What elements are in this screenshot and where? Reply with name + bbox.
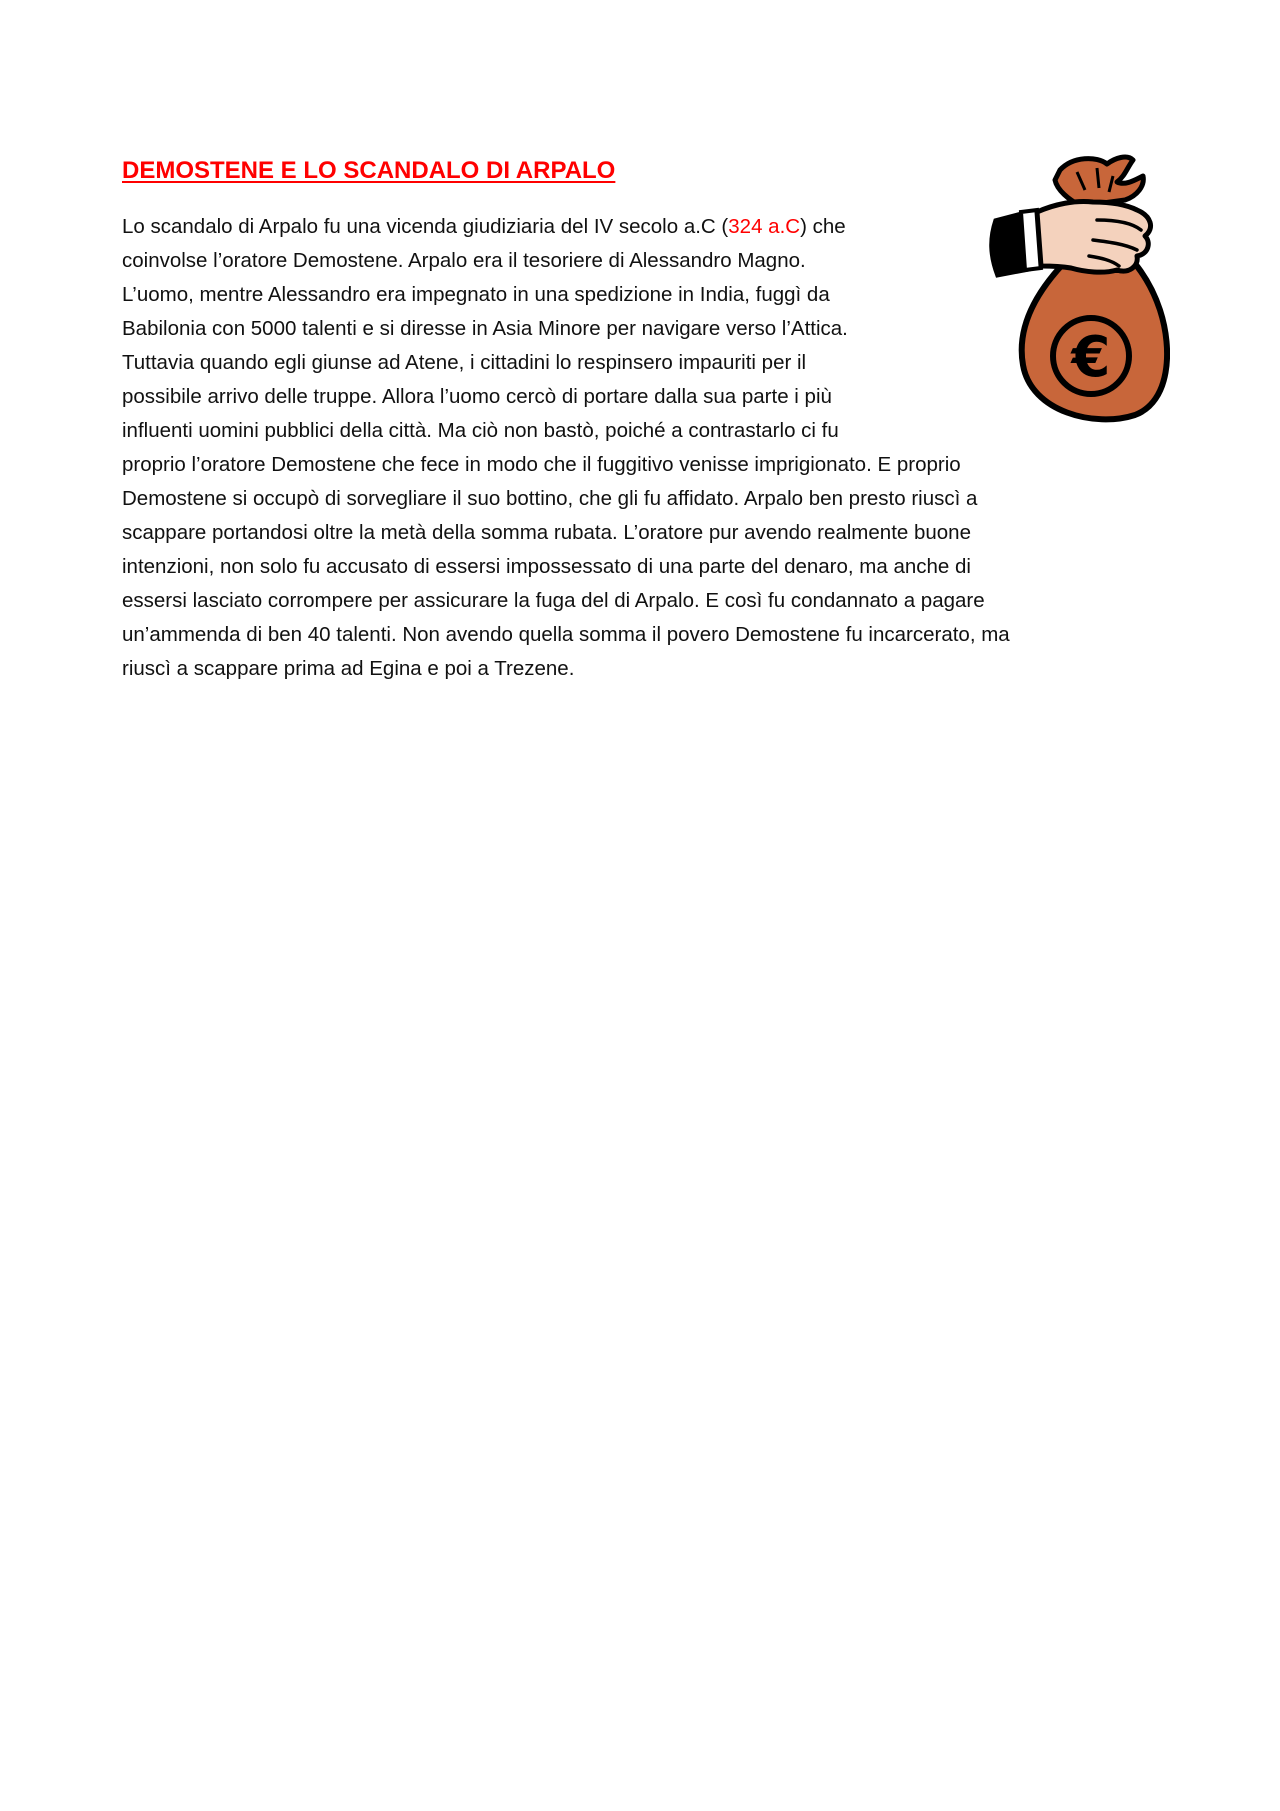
text-line-2: coinvolse l’oratore Demostene. Arpalo era il tesoriere di Alessandro Magno. [122,249,806,272]
text-line-11: intenzioni, non solo fu accusato di essersi impossessato di una parte del denaro, ma anche di [122,555,971,578]
text-line-12: essersi lasciato corrompere per assicurare la fuga del di Arpalo. E così fu condannato a pagare [122,589,985,612]
text-line-6: possibile arrivo delle truppe. Allora l’uomo cercò di portare dalla sua parte i più [122,385,832,408]
document-paragraph [122,210,1167,686]
text-line-1 [122,210,1167,244]
date-highlight: 324 a.C [728,215,801,238]
text-line-14: riuscì a scappare prima ad Egina e poi a Trezene. [122,657,575,680]
text-line-1-start: Lo scandalo di Arpalo fu una vicenda giudiziaria del IV secolo a.C ( [122,215,729,238]
text-line-9: Demostene si occupò di sorvegliare il suo bottino, che gli fu affidato. Arpalo ben presto riuscì a [122,487,978,510]
text-line-5: Tuttavia quando egli giunse ad Atene, i cittadini lo respinsero impauriti per il [122,351,807,374]
document-title: DEMOSTENE E LO SCANDALO DI ARPALO [122,157,616,184]
text-line-13: un’ammenda di ben 40 talenti. Non avendo quella somma il povero Demostene fu incarcerato, ma [122,623,1010,646]
euro-symbol: € [1071,325,1111,390]
text-line-1-end: ) che [800,215,846,238]
text-line-4: Babilonia con 5000 talenti e si diresse in Asia Minore per navigare verso l’Attica. [122,317,848,340]
text-line-7: influenti uomini pubblici della città. Ma ciò non bastò, poiché a contrastarlo ci fu [122,419,839,442]
text-line-8: proprio l’oratore Demostene che fece in modo che il fuggitivo venisse imprigionato. E proprio [122,453,961,476]
text-line-3: L’uomo, mentre Alessandro era impegnato in una spedizione in India, fuggì da [122,283,830,306]
text-line-10: scappare portandosi oltre la metà della somma rubata. L’oratore pur avendo realmente buone [122,521,971,544]
